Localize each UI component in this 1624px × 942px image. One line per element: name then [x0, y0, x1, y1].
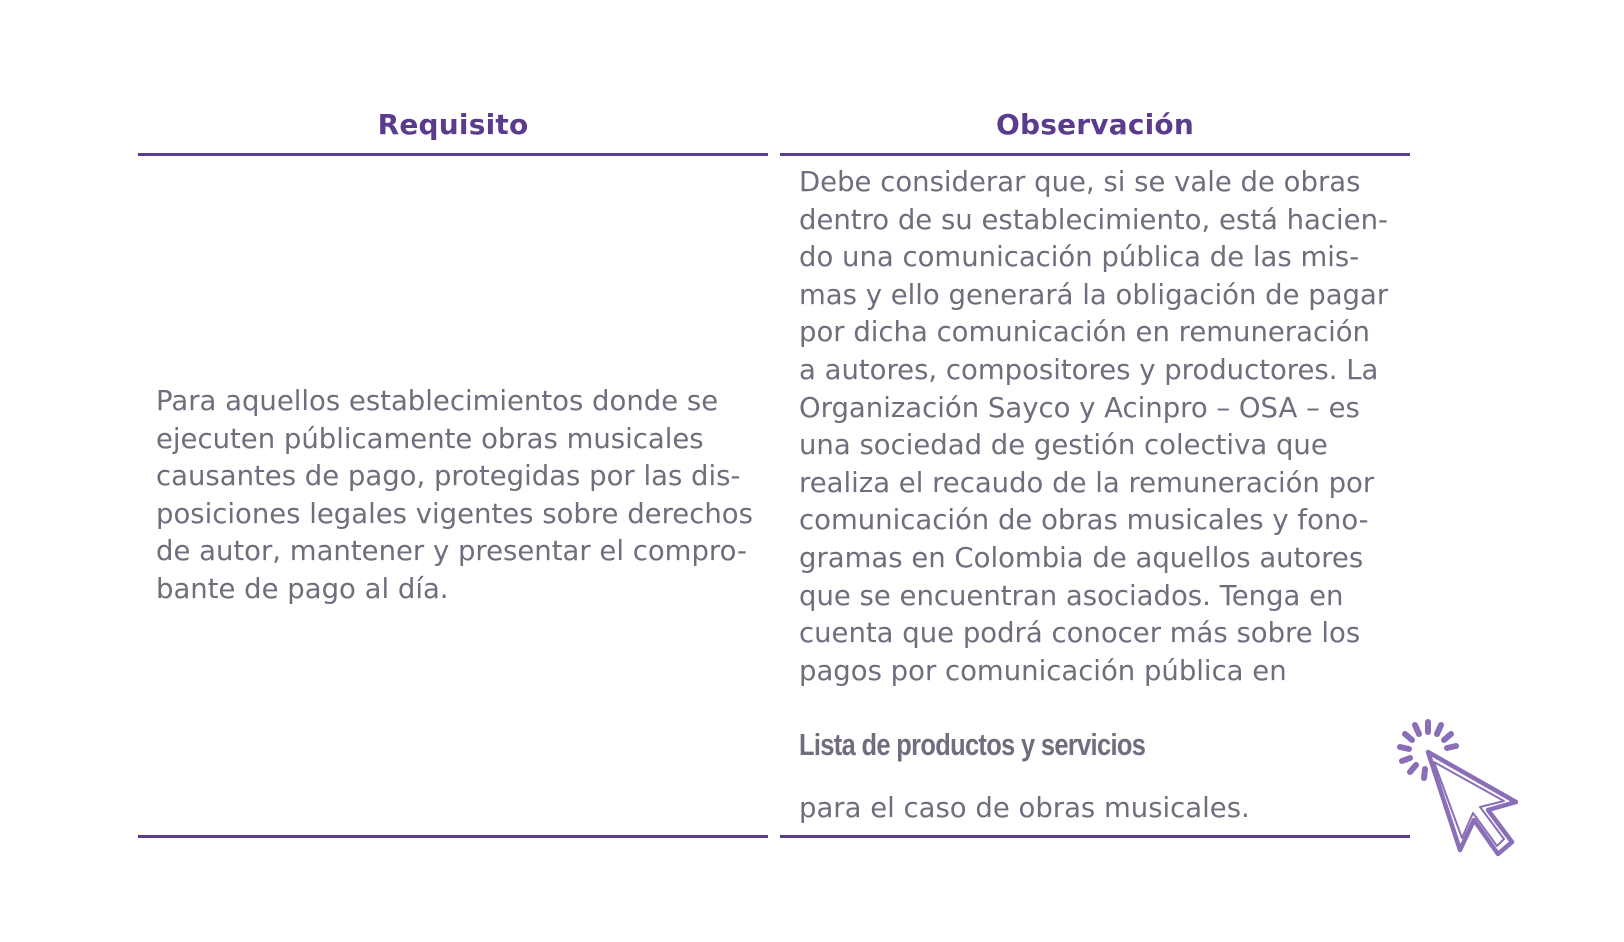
requisito-line: causantes de pago, protegidas por las dis- — [156, 460, 741, 493]
observacion-line: dentro de su establecimiento, está hacien- — [799, 203, 1388, 236]
observacion-line: comunicación de obras musicales y fono- — [799, 504, 1369, 537]
productos-servicios-link[interactable]: Lista de productos y servicios — [799, 727, 1146, 762]
requisito-line: Para aquellos establecimientos donde se — [156, 385, 719, 417]
observacion-line: cuenta que podrá conocer más sobre los — [799, 617, 1361, 650]
bottom-rule-left — [138, 835, 768, 838]
requisito-line: bante de pago al día. — [156, 572, 449, 605]
observacion-line: una sociedad de gestión colectiva que — [799, 429, 1328, 462]
observacion-line: a autores, compositores y productores. La — [799, 353, 1379, 386]
tail-text: para el caso de obras musicales. — [799, 792, 1250, 824]
click-cursor-icon[interactable] — [1388, 712, 1518, 872]
requisito-line: de autor, mantener y presentar el compro- — [156, 535, 747, 568]
observacion-line: do una comunicación pública de las mis- — [799, 241, 1360, 274]
observacion-line: Organización Sayco y Acinpro – OSA – es — [799, 391, 1360, 424]
observacion-text — [799, 164, 1388, 690]
header-observacion: Observación — [995, 108, 1195, 141]
bottom-rule-right — [780, 835, 1410, 838]
observacion-line: gramas en Colombia de aquellos autores — [799, 541, 1364, 574]
header-rule-right — [780, 153, 1410, 156]
observacion-line: Debe considerar que, si se vale de obras — [799, 166, 1361, 198]
header-rule-left — [138, 153, 768, 156]
requisito-text — [156, 383, 753, 609]
header-requisito: Requisito — [377, 108, 529, 141]
observacion-line: pagos por comunicación pública en — [799, 654, 1287, 687]
observacion-line: mas y ello generará la obligación de pagar — [799, 278, 1389, 311]
observacion-line: por dicha comunicación en remuneración — [799, 316, 1370, 349]
observacion-line: realiza el recaudo de la remuneración por — [799, 466, 1375, 499]
requisito-line: ejecuten públicamente obras musicales — [156, 422, 704, 455]
requisito-line: posiciones legales vigentes sobre derechos — [156, 497, 753, 530]
observacion-line: que se encuentran asociados. Tenga en — [799, 579, 1344, 612]
